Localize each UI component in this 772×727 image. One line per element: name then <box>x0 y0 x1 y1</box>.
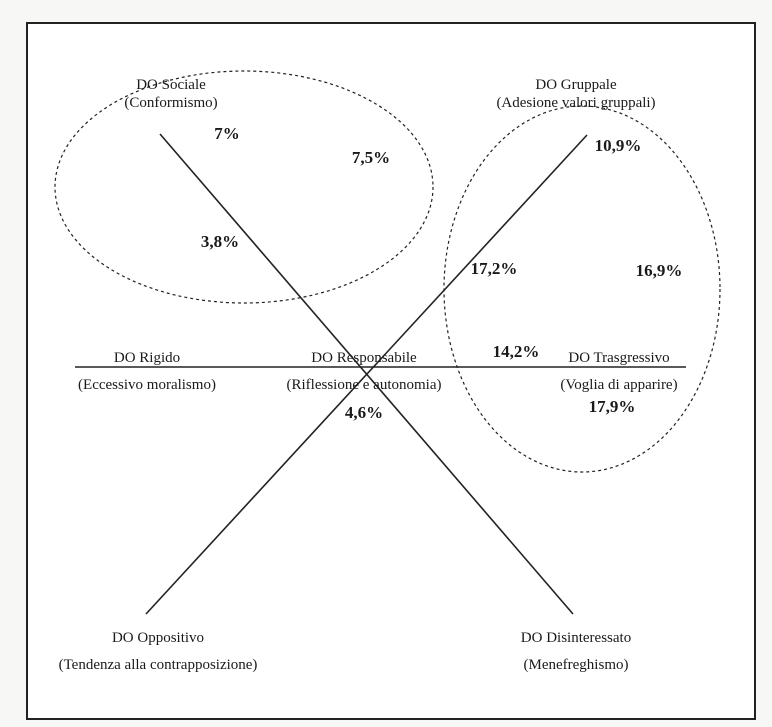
node-rigido <box>78 345 216 399</box>
pct-gruppale-b: 17,2% <box>470 259 518 278</box>
node-disinteressato-title: DO Disinteressato <box>520 630 632 646</box>
node-trasgressivo-subtitle: (Voglia di apparire) <box>560 377 678 393</box>
node-rigido-subtitle: (Eccessivo moralismo) <box>78 377 216 393</box>
node-oppositivo-title: DO Oppositivo <box>111 630 205 646</box>
pct-trasgressivo-b: 17,9% <box>588 397 636 416</box>
pct-responsabile-a: 4,6% <box>344 403 384 422</box>
pct-trasgressivo-a: 14,2% <box>492 342 540 361</box>
node-gruppale-subtitle: (Adesione valori gruppali) <box>496 95 656 111</box>
node-sociale <box>124 76 217 112</box>
node-sociale-subtitle: (Conformismo) <box>124 95 218 111</box>
node-gruppale-title: DO Gruppale <box>535 77 617 93</box>
node-trasgressivo-title: DO Trasgressivo <box>568 350 670 366</box>
sociale-ellipse <box>55 71 433 303</box>
node-responsabile-subtitle: (Riflessione e autonomia) <box>286 377 442 393</box>
pct-sociale-c: 3,8% <box>200 232 240 251</box>
node-trasgressivo <box>560 345 677 399</box>
node-rigido-title: DO Rigido <box>113 350 181 366</box>
node-responsabile-title: DO Responsabile <box>311 350 417 366</box>
pct-gruppale-c: 16,9% <box>635 261 683 280</box>
node-responsabile <box>287 345 442 399</box>
gruppale-ellipse <box>444 106 720 472</box>
node-oppositivo <box>59 625 258 679</box>
pct-gruppale-a: 10,9% <box>594 136 642 155</box>
pct-sociale-a: 7% <box>214 124 240 143</box>
node-disinteressato <box>521 625 631 679</box>
node-sociale-title: DO Sociale <box>136 77 206 93</box>
node-oppositivo-subtitle: (Tendenza alla contrapposizione) <box>58 657 258 673</box>
pct-sociale-b: 7,5% <box>351 148 391 167</box>
node-gruppale <box>496 76 655 112</box>
node-disinteressato-subtitle: (Menefreghismo) <box>523 657 629 673</box>
